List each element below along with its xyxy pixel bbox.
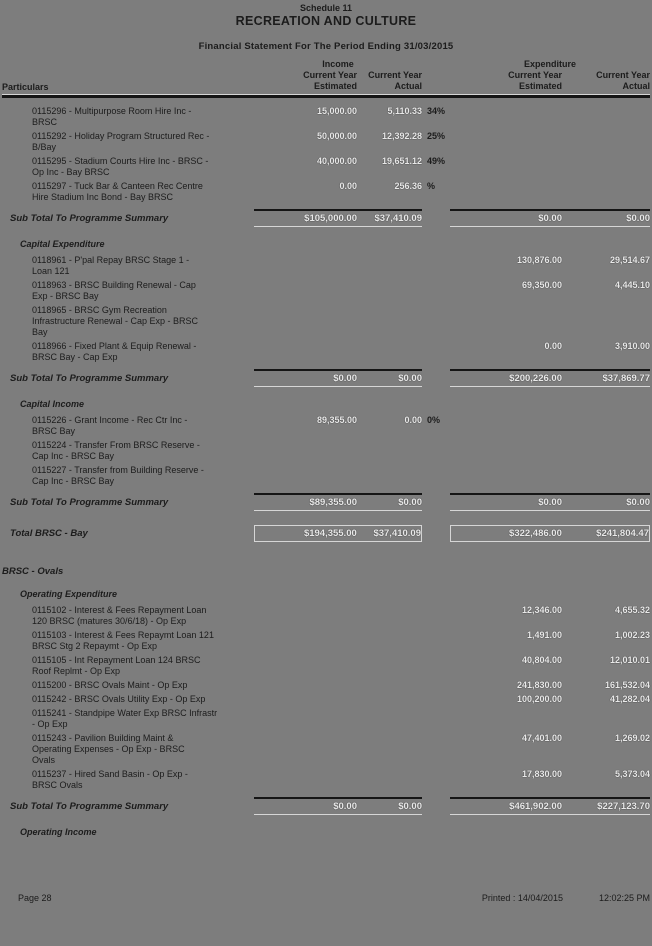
- expenditure-estimated-value: 1,491.00: [526, 630, 562, 640]
- account-row: [2, 181, 650, 203]
- column-subheader-line: Current Year: [368, 70, 422, 80]
- income-estimated-total: $105,000.00: [304, 213, 357, 224]
- account-label: [2, 605, 254, 627]
- account-row: [2, 630, 650, 652]
- account-label-line: 0115295 - Stadium Courts Hire Inc - BRSC -: [32, 156, 209, 166]
- account-label: [2, 655, 254, 677]
- account-label: [2, 341, 254, 363]
- expenditure-estimated-total: $461,902.00: [509, 801, 562, 812]
- account-label-line: 0115102 - Interest & Fees Repayment Loan: [32, 605, 207, 615]
- account-label: [2, 280, 254, 302]
- account-row: [2, 694, 650, 705]
- column-subheader-line: Actual: [394, 81, 422, 91]
- account-label: [2, 415, 254, 437]
- account-label-line: 0115224 - Transfer From BRSC Reserve -: [32, 440, 200, 450]
- account-row: [2, 156, 650, 178]
- account-label-line: Infrastructure Renewal - Cap Exp - BRSC: [32, 316, 199, 326]
- expenditure-actual-value: 5,373.04: [614, 769, 650, 779]
- subtotal-row-label: Sub Total To Programme Summary: [10, 212, 169, 224]
- expenditure-actual-value: 4,655.32: [614, 605, 650, 615]
- account-label-line: B/Bay: [32, 142, 57, 152]
- account-label-line: 0118965 - BRSC Gym Recreation: [32, 305, 167, 315]
- account-label-line: 0115292 - Holiday Program Structured Rec -: [32, 131, 210, 141]
- expenditure-actual-value: 161,532.04: [604, 680, 650, 690]
- section-header: Operating Income: [20, 827, 97, 837]
- percent-spacer: [422, 59, 450, 69]
- income-group-header: Income: [322, 59, 354, 69]
- subtotal-row: [2, 209, 650, 227]
- percent-value: %: [427, 181, 436, 191]
- column-subheader-line: Estimated: [518, 81, 562, 91]
- account-label-line: 0115296 - Multipurpose Room Hire Inc -: [32, 106, 192, 116]
- column-subheader-row: [2, 70, 650, 92]
- account-label-line: Ovals: [32, 755, 56, 765]
- subtotal-row: [2, 369, 650, 387]
- expenditure-actual-total: $227,123.70: [597, 801, 650, 812]
- expenditure-totals: [450, 525, 650, 542]
- account-label-line: BRSC Stg 2 Repaymt - Op Exp: [32, 641, 158, 651]
- income-estimated-total: $194,355.00: [303, 528, 357, 539]
- income-estimated-value: 50,000.00: [316, 131, 357, 141]
- account-label: [2, 694, 254, 705]
- expenditure-estimated-value: 69,350.00: [521, 280, 562, 290]
- column-subheader-line: Current Year: [508, 70, 562, 80]
- account-label-line: 0115242 - BRSC Ovals Utility Exp - Op Exp: [32, 694, 206, 704]
- account-label: [2, 440, 254, 462]
- expenditure-estimated-value: 100,200.00: [516, 694, 562, 704]
- account-label: [2, 156, 254, 178]
- income-estimated-total: $89,355.00: [309, 497, 357, 508]
- expenditure-actual-total: $37,869.77: [602, 373, 650, 384]
- subtotal-row-label: Sub Total To Programme Summary: [10, 496, 169, 508]
- account-label-line: 0118963 - BRSC Building Renewal - Cap: [32, 280, 196, 290]
- column-headers: [2, 59, 650, 92]
- section-header: Capital Expenditure: [20, 239, 105, 249]
- section-header: Capital Income: [20, 399, 85, 409]
- account-label-line: 0115243 - Pavilion Building Maint &: [32, 733, 174, 743]
- subtotal-row-label: Sub Total To Programme Summary: [10, 800, 169, 812]
- expenditure-actual-total: $0.00: [626, 213, 650, 224]
- column-subheader-line: Actual: [622, 81, 650, 91]
- account-label: [2, 680, 254, 691]
- account-row: [2, 655, 650, 677]
- expenditure-estimated-value: 130,876.00: [516, 255, 562, 265]
- account-row: [2, 305, 650, 338]
- income-actual-value: 19,651.12: [381, 156, 422, 166]
- income-estimated-header: [254, 70, 357, 92]
- expenditure-actual-value: 1,002.23: [614, 630, 650, 640]
- income-estimated-value: 15,000.00: [316, 106, 357, 116]
- income-actual-value: 5,110.33: [387, 106, 422, 116]
- account-row: [2, 280, 650, 302]
- income-totals: [254, 209, 422, 227]
- expenditure-totals: [450, 797, 650, 815]
- percent-column-spacer: [422, 70, 450, 92]
- income-actual-total: $0.00: [398, 497, 422, 508]
- account-row: [2, 341, 650, 363]
- account-label-line: BRSC Ovals: [32, 780, 83, 790]
- expenditure-totals: [450, 209, 650, 227]
- income-estimated-value: 89,355.00: [316, 415, 357, 425]
- account-label-line: 0115237 - Hired Sand Basin - Op Exp -: [32, 769, 188, 779]
- account-label: [2, 708, 254, 730]
- subtotal-row-label: Sub Total To Programme Summary: [10, 372, 169, 384]
- printed-date: Printed : 14/04/2015: [481, 893, 563, 903]
- report-body: [2, 106, 650, 837]
- income-actual-total: $0.00: [398, 801, 422, 812]
- expenditure-estimated-value: 47,401.00: [521, 733, 562, 743]
- account-row: [2, 708, 650, 730]
- account-label: [2, 131, 254, 153]
- account-label-line: 0115200 - BRSC Ovals Maint - Op Exp: [32, 680, 188, 690]
- column-group-header-row: [2, 59, 650, 69]
- account-label-line: 0118966 - Fixed Plant & Equip Renewal -: [32, 341, 197, 351]
- particulars-spacer: [2, 59, 254, 69]
- account-label-line: Bay: [32, 327, 48, 337]
- account-label: [2, 630, 254, 652]
- account-label-line: 0115241 - Standpipe Water Exp BRSC Infrastr: [32, 708, 218, 718]
- expenditure-actual-total: $0.00: [626, 497, 650, 508]
- expenditure-totals: [450, 369, 650, 387]
- account-label-line: 120 BRSC (matures 30/6/18) - Op Exp: [32, 616, 187, 626]
- total-row: [2, 525, 650, 542]
- account-label-line: Hire Stadium Inc Bond - Bay BRSC: [32, 192, 174, 202]
- account-row: [2, 131, 650, 153]
- income-estimated-total: $0.00: [333, 801, 357, 812]
- expenditure-actual-value: 4,445.10: [614, 280, 650, 290]
- expenditure-actual-value: 29,514.67: [609, 255, 650, 265]
- account-label: [2, 255, 254, 277]
- account-label-line: Roof Replmt - Op Exp: [32, 666, 121, 676]
- income-actual-total: $37,410.09: [374, 213, 422, 224]
- income-totals: [254, 369, 422, 387]
- income-actual-header: [357, 70, 422, 92]
- account-row: [2, 605, 650, 627]
- subtotal-row: [2, 797, 650, 815]
- expenditure-estimated-value: 241,830.00: [516, 680, 562, 690]
- column-subheader-line: Estimated: [313, 81, 357, 91]
- percent-value: 25%: [427, 131, 446, 141]
- account-label: [2, 465, 254, 487]
- account-row: [2, 415, 650, 437]
- percent-value: 0%: [427, 415, 441, 425]
- expenditure-estimated-value: 17,830.00: [521, 769, 562, 779]
- page-number: Page 28: [18, 893, 52, 903]
- section-header: Operating Expenditure: [20, 589, 118, 599]
- income-actual-value: 256.36: [394, 181, 422, 191]
- expenditure-totals: [450, 493, 650, 511]
- page-footer: [0, 893, 652, 903]
- account-label: [2, 181, 254, 203]
- account-row: [2, 106, 650, 128]
- schedule-label: Schedule 11: [299, 3, 353, 13]
- expenditure-estimated-value: 0.00: [544, 341, 562, 351]
- expenditure-estimated-total: $0.00: [538, 497, 562, 508]
- account-row: [2, 465, 650, 487]
- account-label-line: BRSC Bay - Cap Exp: [32, 352, 118, 362]
- income-estimated-total: $0.00: [333, 373, 357, 384]
- expenditure-actual-value: 41,282.04: [609, 694, 650, 704]
- account-label-line: BRSC Bay: [32, 426, 76, 436]
- expenditure-actual-header: [562, 70, 650, 92]
- expenditure-estimated-value: 12,346.00: [521, 605, 562, 615]
- account-label-line: 0115105 - Int Repayment Loan 124 BRSC: [32, 655, 201, 665]
- expenditure-group-header: Expenditure: [523, 59, 576, 69]
- income-actual-total: $0.00: [398, 373, 422, 384]
- expenditure-estimated-total: $200,226.00: [509, 373, 562, 384]
- income-totals: [254, 797, 422, 815]
- account-label-line: 0118961 - P'pal Repay BRSC Stage 1 -: [32, 255, 190, 265]
- program-header: BRSC - Ovals: [2, 566, 64, 577]
- income-actual-value: 12,392.28: [381, 131, 422, 141]
- expenditure-actual-total: $241,804.47: [596, 528, 649, 539]
- account-label-line: Loan 121: [32, 266, 70, 276]
- account-row: [2, 440, 650, 462]
- page-title: RECREATION AND CULTURE: [235, 14, 417, 28]
- printed-time: 12:02:25 PM: [598, 893, 650, 903]
- expenditure-estimated-total: $322,486.00: [509, 528, 562, 539]
- divider-dark-line: [2, 95, 650, 98]
- account-label-line: Exp - BRSC Bay: [32, 291, 99, 301]
- expenditure-estimated-header: [450, 70, 562, 92]
- income-totals: [254, 525, 422, 542]
- income-totals: [254, 493, 422, 511]
- expenditure-actual-value: 12,010.01: [609, 655, 650, 665]
- account-label-line: 0115103 - Interest & Fees Repaymt Loan 121: [32, 630, 214, 640]
- expenditure-actual-value: 1,269.02: [614, 733, 650, 743]
- expenditure-actual-value: 3,910.00: [614, 341, 650, 351]
- account-row: [2, 255, 650, 277]
- account-label-line: Cap Inc - BRSC Bay: [32, 476, 115, 486]
- income-estimated-value: 0.00: [339, 181, 357, 191]
- account-label-line: Op Inc - Bay BRSC: [32, 167, 110, 177]
- account-label: [2, 305, 254, 338]
- income-actual-total: $37,410.09: [373, 528, 421, 539]
- column-subheader-line: Current Year: [596, 70, 650, 80]
- account-label-line: Cap Inc - BRSC Bay: [32, 451, 115, 461]
- account-label: [2, 733, 254, 766]
- account-label: [2, 106, 254, 128]
- account-label-line: Operating Expenses - Op Exp - BRSC: [32, 744, 185, 754]
- income-estimated-value: 40,000.00: [316, 156, 357, 166]
- particulars-header: Particulars: [2, 82, 49, 92]
- account-label-line: BRSC: [32, 117, 58, 127]
- percent-value: 34%: [427, 106, 446, 116]
- statement-period-line: Financial Statement For The Period Ending 31/03/2015: [198, 41, 454, 52]
- column-subheader-line: Current Year: [303, 70, 357, 80]
- account-label-line: - Op Exp: [32, 719, 68, 729]
- account-label: [2, 769, 254, 791]
- account-row: [2, 680, 650, 691]
- total-row-label: Total BRSC - Bay: [10, 528, 88, 539]
- account-label-line: 0115297 - Tuck Bar & Canteen Rec Centre: [32, 181, 203, 191]
- account-label-line: 0115227 - Transfer from Building Reserve -: [32, 465, 204, 475]
- account-row: [2, 769, 650, 791]
- expenditure-estimated-value: 40,804.00: [521, 655, 562, 665]
- income-actual-value: 0.00: [404, 415, 422, 425]
- subtotal-row: [2, 493, 650, 511]
- account-label-line: 0115226 - Grant Income - Rec Ctr Inc -: [32, 415, 188, 425]
- header-divider: [2, 94, 650, 98]
- percent-value: 49%: [427, 156, 446, 166]
- expenditure-estimated-total: $0.00: [538, 213, 562, 224]
- account-row: [2, 733, 650, 766]
